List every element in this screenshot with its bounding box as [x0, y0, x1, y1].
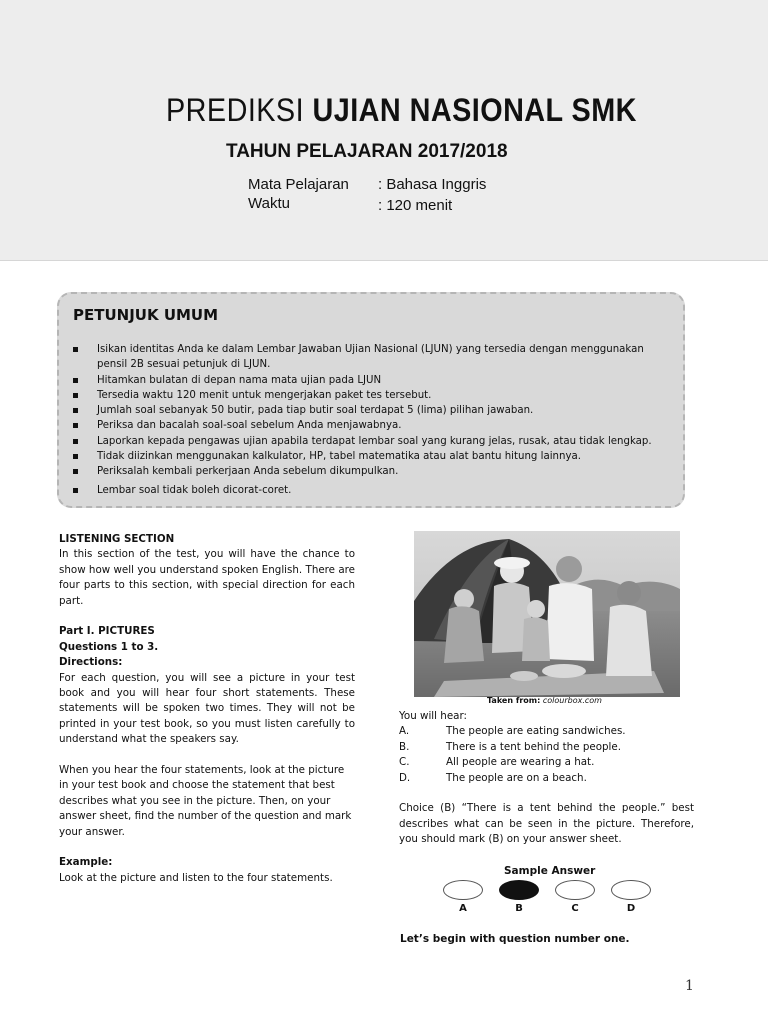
title-ujian: UJIAN NASIONAL SMK [312, 92, 637, 128]
picnic-photo-illustration [414, 531, 680, 697]
page-number: 1 [685, 978, 694, 994]
part-title: Part I. PICTURES [59, 625, 155, 638]
instruction-item: Hitamkan bulatan di depan nama mata ujian pada LJUN [73, 373, 673, 388]
example-label: Example: [59, 856, 113, 869]
choice-explanation: Choice (B) “There is a tent behind the people.” best describes what can be seen in the picture. Therefore, you should mark (B) on your answer sheet. [399, 802, 694, 846]
instruction-item: Periksa dan bacalah soal-soal sebelum Anda menjawabnya. [73, 418, 673, 433]
directions-label: Directions: [59, 656, 123, 669]
hear-label: You will hear: [399, 710, 467, 722]
bubble-label-b: B [515, 903, 523, 914]
subject-value: : Bahasa Inggris [378, 176, 487, 193]
credit-label: Taken from: [487, 696, 541, 705]
time-value: : 120 menit [378, 197, 453, 214]
listening-section [59, 532, 355, 886]
option-letter: C. [399, 756, 410, 769]
instructions-list [73, 342, 673, 498]
academic-year: TAHUN PELAJARAN 2017/2018 [226, 141, 508, 162]
begin-instruction: Let’s begin with question number one. [400, 933, 630, 945]
option-letter: A. [399, 725, 410, 738]
instructions-title: PETUNJUK UMUM [73, 306, 219, 324]
header-band [0, 0, 768, 261]
example-text: Look at the picture and listen to the four statements. [59, 871, 333, 884]
option-a [399, 724, 694, 739]
when-hear-text: When you hear the four statements, look at the picture in your test book and choose the statement that best describes what you see in the picture. Then, on your answer sheet, find the number of the question and mark your answer. [59, 764, 352, 838]
sample-answer-title: Sample Answer [504, 865, 596, 877]
credit-source: colourbox.com [542, 696, 602, 705]
time-label: Waktu [248, 195, 290, 212]
bubble-label-a: A [459, 903, 467, 914]
instruction-item: Tidak diizinkan menggunakan kalkulator, HP, tabel matematika atau alat bantu hitung lainnya. [73, 449, 673, 464]
option-text: All people are wearing a hat. [446, 756, 595, 769]
questions-range: Questions 1 to 3. [59, 640, 159, 653]
instruction-item: Isikan identitas Anda ke dalam Lembar Jawaban Ujian Nasional (LJUN) yang tersedia dengan menggunakan pensil 2B sesuai petunjuk di LJUN. [73, 342, 673, 373]
title-prediksi: PREDIKSI [166, 92, 305, 128]
option-text: The people are eating sandwiches. [446, 725, 626, 738]
option-b [399, 740, 694, 755]
instruction-item: Lembar soal tidak boleh dicorat-coret. [73, 483, 673, 498]
option-c [399, 755, 694, 770]
bubble-label-c: C [571, 903, 579, 914]
instruction-item: Tersedia waktu 120 menit untuk mengerjakan paket tes tersebut. [73, 388, 673, 403]
hear-section [399, 709, 694, 848]
instruction-item: Periksalah kembali perkerjaan Anda sebelum dikumpulkan. [73, 464, 673, 479]
answer-bubble-c[interactable] [555, 880, 595, 900]
option-letter: B. [399, 740, 410, 753]
answer-bubble-d[interactable] [611, 880, 651, 900]
option-letter: D. [399, 771, 411, 784]
answer-bubble-a[interactable] [443, 880, 483, 900]
answer-bubble-b[interactable] [499, 880, 539, 900]
general-instructions-box [57, 292, 685, 508]
option-text: The people are on a beach. [446, 771, 587, 784]
picnic-photo [414, 531, 680, 697]
listening-heading: LISTENING SECTION [59, 533, 175, 545]
directions-text: For each question, you will see a picture in your test book and you will hear four short statements. These statements will be spoken two times. They will not be printed in your test book, so you must listen carefully to understand what the speakers say. [59, 671, 355, 746]
listening-intro: In this section of the test, you will have the chance to show how well you understand spoken English. There are four parts to this section, with special direction for each part. [59, 548, 355, 607]
instruction-item: Laporkan kepada pengawas ujian apabila terdapat lembar soal yang kurang jelas, rusak, atau tidak lengkap. [73, 434, 673, 449]
instruction-item: Jumlah soal sebanyak 50 butir, pada tiap butir soal terdapat 5 (lima) pilihan jawaban. [73, 403, 673, 418]
option-d [399, 771, 694, 786]
subject-label: Mata Pelajaran [248, 176, 349, 193]
page-title [166, 92, 637, 129]
bubble-label-d: D [626, 903, 636, 914]
photo-credit [487, 696, 602, 705]
option-text: There is a tent behind the people. [446, 740, 621, 753]
